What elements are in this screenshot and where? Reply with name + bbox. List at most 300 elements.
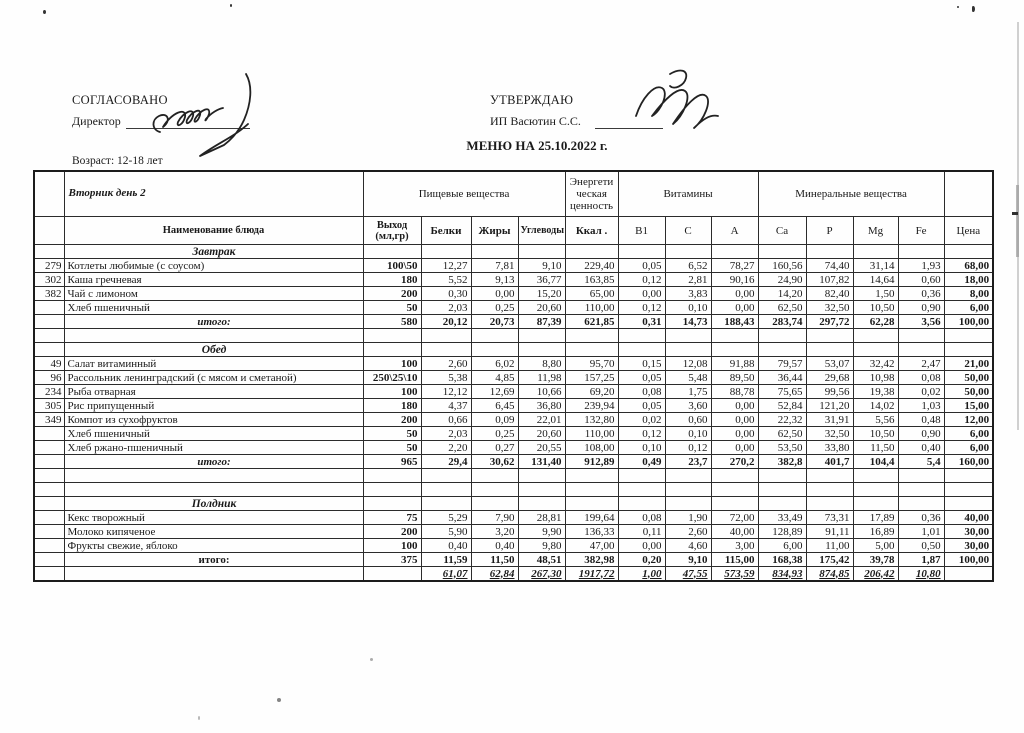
cell: 0,20 bbox=[618, 553, 665, 567]
cell bbox=[565, 497, 618, 511]
cell: 19,38 bbox=[853, 385, 898, 399]
col-ca: Са bbox=[758, 217, 806, 245]
cell: 0,00 bbox=[711, 413, 758, 427]
empty-row bbox=[34, 483, 993, 497]
cell: 0,36 bbox=[898, 287, 944, 301]
cell bbox=[665, 329, 711, 343]
cell: 0,12 bbox=[665, 441, 711, 455]
cell bbox=[711, 245, 758, 259]
cell: 279 bbox=[34, 259, 64, 273]
cell bbox=[34, 427, 64, 441]
cell: 3,60 bbox=[665, 399, 711, 413]
cell: 0,12 bbox=[618, 301, 665, 315]
cell: 1,00 bbox=[618, 567, 665, 582]
cell: 100 bbox=[363, 539, 421, 553]
cell: 87,39 bbox=[518, 315, 565, 329]
cell: 250\25\10 bbox=[363, 371, 421, 385]
cell: 0,40 bbox=[898, 441, 944, 455]
cell: 16,89 bbox=[853, 525, 898, 539]
director-label: Директор bbox=[72, 114, 121, 128]
cell bbox=[363, 245, 421, 259]
cell bbox=[34, 497, 64, 511]
cell bbox=[853, 329, 898, 343]
cell bbox=[711, 469, 758, 483]
cell bbox=[898, 343, 944, 357]
cell bbox=[565, 483, 618, 497]
cell bbox=[758, 497, 806, 511]
cell: 95,70 bbox=[565, 357, 618, 371]
cell: 6,00 bbox=[944, 301, 993, 315]
cell: 52,84 bbox=[758, 399, 806, 413]
cell: 22,32 bbox=[758, 413, 806, 427]
menu-table bbox=[33, 170, 994, 582]
cell: 30,00 bbox=[944, 539, 993, 553]
cell: 75,65 bbox=[758, 385, 806, 399]
cell: Рыба отварная bbox=[64, 385, 363, 399]
group-nutrients: Пищевые вещества bbox=[363, 171, 565, 217]
cell: 382,98 bbox=[565, 553, 618, 567]
cell: 180 bbox=[363, 273, 421, 287]
cell: 50,00 bbox=[944, 385, 993, 399]
cell bbox=[898, 329, 944, 343]
cell: 349 bbox=[34, 413, 64, 427]
cell: Чай с лимоном bbox=[64, 287, 363, 301]
cell bbox=[806, 343, 853, 357]
cell: 0,00 bbox=[711, 301, 758, 315]
cell: 10,50 bbox=[853, 301, 898, 315]
cell: 206,42 bbox=[853, 567, 898, 582]
cell bbox=[518, 469, 565, 483]
cell: 23,7 bbox=[665, 455, 711, 469]
col-c: С bbox=[665, 217, 711, 245]
col-output-label: Выход bbox=[376, 219, 408, 231]
cell: 8,00 bbox=[944, 287, 993, 301]
menu-table-body bbox=[34, 245, 993, 582]
scan-edge-dash bbox=[1012, 212, 1018, 215]
cell bbox=[363, 483, 421, 497]
cell: Хлеб пшеничный bbox=[64, 301, 363, 315]
cell bbox=[421, 343, 471, 357]
cell: 0,25 bbox=[471, 301, 518, 315]
cell bbox=[665, 469, 711, 483]
total-row bbox=[34, 455, 993, 469]
cell bbox=[34, 301, 64, 315]
cell: 24,90 bbox=[758, 273, 806, 287]
cell: Рассольник ленинградский (с мясом и сметаной) bbox=[64, 371, 363, 385]
cell: 9,13 bbox=[471, 273, 518, 287]
table-row bbox=[34, 427, 993, 441]
cell: 180 bbox=[363, 399, 421, 413]
cell bbox=[758, 469, 806, 483]
cell bbox=[64, 567, 363, 582]
cell: 74,40 bbox=[806, 259, 853, 273]
cell: 100 bbox=[363, 385, 421, 399]
cell bbox=[363, 329, 421, 343]
cell: Салат витаминный bbox=[64, 357, 363, 371]
table-row bbox=[34, 301, 993, 315]
cell bbox=[898, 497, 944, 511]
cell: 11,00 bbox=[806, 539, 853, 553]
cell: 32,42 bbox=[853, 357, 898, 371]
cell bbox=[711, 329, 758, 343]
cell: 0,36 bbox=[898, 511, 944, 525]
cell: 5,48 bbox=[665, 371, 711, 385]
cell: 5,38 bbox=[421, 371, 471, 385]
cell: 267,30 bbox=[518, 567, 565, 582]
cell: 6,00 bbox=[944, 441, 993, 455]
cell: 31,14 bbox=[853, 259, 898, 273]
cell: 62,50 bbox=[758, 301, 806, 315]
cell: 157,25 bbox=[565, 371, 618, 385]
cell: 72,00 bbox=[711, 511, 758, 525]
cell bbox=[806, 483, 853, 497]
cell: 6,45 bbox=[471, 399, 518, 413]
scan-speck bbox=[972, 6, 975, 12]
cell bbox=[64, 483, 363, 497]
cell: 33,80 bbox=[806, 441, 853, 455]
approved-title: УТВЕРЖДАЮ bbox=[490, 93, 574, 107]
cell: 1,87 bbox=[898, 553, 944, 567]
col-b1: В1 bbox=[618, 217, 665, 245]
cell bbox=[64, 329, 363, 343]
cell bbox=[944, 469, 993, 483]
cell: 965 bbox=[363, 455, 421, 469]
cell: 0,02 bbox=[898, 385, 944, 399]
cell: 11,50 bbox=[471, 553, 518, 567]
approver-signature bbox=[628, 64, 720, 130]
cell: 4,37 bbox=[421, 399, 471, 413]
cell: 874,85 bbox=[806, 567, 853, 582]
cell: 39,78 bbox=[853, 553, 898, 567]
cell: 375 bbox=[363, 553, 421, 567]
cell bbox=[518, 343, 565, 357]
cell: 200 bbox=[363, 413, 421, 427]
table-row bbox=[34, 525, 993, 539]
cell: 297,72 bbox=[806, 315, 853, 329]
cell: 47,00 bbox=[565, 539, 618, 553]
cell bbox=[618, 469, 665, 483]
cell: 6,00 bbox=[944, 427, 993, 441]
cell: 0,00 bbox=[711, 427, 758, 441]
cell: 0,05 bbox=[618, 399, 665, 413]
cell: 50 bbox=[363, 427, 421, 441]
cell: 99,56 bbox=[806, 385, 853, 399]
cell: 14,20 bbox=[758, 287, 806, 301]
cell: 20,60 bbox=[518, 427, 565, 441]
cell: 0,00 bbox=[471, 287, 518, 301]
cell bbox=[806, 329, 853, 343]
group-energy: Энергетическая ценность bbox=[565, 171, 618, 217]
cell bbox=[944, 497, 993, 511]
cell: 28,81 bbox=[518, 511, 565, 525]
empty-row bbox=[34, 329, 993, 343]
cell: 2,60 bbox=[665, 525, 711, 539]
col-fe: Fe bbox=[898, 217, 944, 245]
col-output bbox=[363, 217, 421, 245]
cell: 8,80 bbox=[518, 357, 565, 371]
cell: 0,50 bbox=[898, 539, 944, 553]
num-header bbox=[34, 217, 64, 245]
cell: 200 bbox=[363, 287, 421, 301]
cell: 14,02 bbox=[853, 399, 898, 413]
cell: 0,31 bbox=[618, 315, 665, 329]
cell: 1,50 bbox=[853, 287, 898, 301]
cell: 36,44 bbox=[758, 371, 806, 385]
cell: 6,52 bbox=[665, 259, 711, 273]
cell bbox=[34, 511, 64, 525]
cell: 9,10 bbox=[665, 553, 711, 567]
cell: 47,55 bbox=[665, 567, 711, 582]
cell bbox=[34, 245, 64, 259]
cell: 15,20 bbox=[518, 287, 565, 301]
cell: 33,49 bbox=[758, 511, 806, 525]
cell: 0,00 bbox=[711, 399, 758, 413]
cell bbox=[421, 483, 471, 497]
cell bbox=[471, 343, 518, 357]
cell: 621,85 bbox=[565, 315, 618, 329]
cell: 91,11 bbox=[806, 525, 853, 539]
col-carbs: Углеводы bbox=[518, 217, 565, 245]
cell: 6,02 bbox=[471, 357, 518, 371]
cell bbox=[898, 483, 944, 497]
cell bbox=[898, 469, 944, 483]
cell bbox=[565, 329, 618, 343]
cell: Хлеб пшеничный bbox=[64, 427, 363, 441]
cell bbox=[471, 329, 518, 343]
cell bbox=[34, 441, 64, 455]
cell: 0,90 bbox=[898, 427, 944, 441]
cell bbox=[944, 567, 993, 582]
cell: 0,27 bbox=[471, 441, 518, 455]
cell: 580 bbox=[363, 315, 421, 329]
cell: 2,81 bbox=[665, 273, 711, 287]
menu-title: МЕНЮ НА 25.10.2022 г. bbox=[466, 138, 608, 153]
cell: Рис припущенный bbox=[64, 399, 363, 413]
col-price: Цена bbox=[944, 217, 993, 245]
table-row bbox=[34, 511, 993, 525]
col-kcal: Ккал . bbox=[565, 217, 618, 245]
cell: 62,28 bbox=[853, 315, 898, 329]
table-row bbox=[34, 357, 993, 371]
cell bbox=[806, 469, 853, 483]
col-name: Наименование блюда bbox=[64, 217, 363, 245]
cell: 18,00 bbox=[944, 273, 993, 287]
cell bbox=[618, 483, 665, 497]
cell: 50 bbox=[363, 301, 421, 315]
cell: 131,40 bbox=[518, 455, 565, 469]
cell: 100 bbox=[363, 357, 421, 371]
cell: 573,59 bbox=[711, 567, 758, 582]
cell: 40,00 bbox=[944, 511, 993, 525]
cell: 382 bbox=[34, 287, 64, 301]
cell: 21,00 bbox=[944, 357, 993, 371]
cell: 3,00 bbox=[711, 539, 758, 553]
cell bbox=[421, 245, 471, 259]
cell: 110,00 bbox=[565, 427, 618, 441]
cell: 834,93 bbox=[758, 567, 806, 582]
col-protein: Белки bbox=[421, 217, 471, 245]
scan-speck bbox=[43, 10, 46, 14]
cell bbox=[806, 245, 853, 259]
cell: 10,80 bbox=[898, 567, 944, 582]
cell: 0,08 bbox=[618, 511, 665, 525]
cell bbox=[471, 245, 518, 259]
cell: 1,75 bbox=[665, 385, 711, 399]
cell bbox=[806, 497, 853, 511]
cell bbox=[34, 483, 64, 497]
cell: 0,02 bbox=[618, 413, 665, 427]
cell: 69,20 bbox=[565, 385, 618, 399]
cell: 6,00 bbox=[758, 539, 806, 553]
cell: 11,59 bbox=[421, 553, 471, 567]
table-row bbox=[34, 539, 993, 553]
cell bbox=[758, 329, 806, 343]
cell bbox=[421, 329, 471, 343]
cell: 4,60 bbox=[665, 539, 711, 553]
cell: Кекс творожный bbox=[64, 511, 363, 525]
cell: Компот из сухофруктов bbox=[64, 413, 363, 427]
cell: 234 bbox=[34, 385, 64, 399]
cell: 12,08 bbox=[665, 357, 711, 371]
cell: 32,50 bbox=[806, 301, 853, 315]
cell: 0,49 bbox=[618, 455, 665, 469]
cell: 36,77 bbox=[518, 273, 565, 287]
cell: 0,11 bbox=[618, 525, 665, 539]
cell: 0,05 bbox=[618, 371, 665, 385]
cell: итого: bbox=[64, 553, 363, 567]
cell bbox=[853, 245, 898, 259]
cell: 10,98 bbox=[853, 371, 898, 385]
cell: 0,09 bbox=[471, 413, 518, 427]
group-minerals: Минеральные вещества bbox=[758, 171, 944, 217]
cell bbox=[618, 245, 665, 259]
cell: 160,00 bbox=[944, 455, 993, 469]
cell: 15,00 bbox=[944, 399, 993, 413]
cell: Молоко кипяченое bbox=[64, 525, 363, 539]
cell: 0,00 bbox=[711, 441, 758, 455]
cell: 128,89 bbox=[758, 525, 806, 539]
cell: 0,12 bbox=[618, 427, 665, 441]
cell: 12,69 bbox=[471, 385, 518, 399]
cell: 382,8 bbox=[758, 455, 806, 469]
cell: 62,50 bbox=[758, 427, 806, 441]
cell: 1,01 bbox=[898, 525, 944, 539]
col-output-unit: (мл,гр) bbox=[375, 230, 409, 242]
cell: 1,03 bbox=[898, 399, 944, 413]
cell bbox=[898, 245, 944, 259]
grand-row bbox=[34, 567, 993, 582]
cell bbox=[34, 343, 64, 357]
cell: 29,4 bbox=[421, 455, 471, 469]
cell: 12,12 bbox=[421, 385, 471, 399]
cell bbox=[471, 483, 518, 497]
cell: 168,38 bbox=[758, 553, 806, 567]
cell: 2,60 bbox=[421, 357, 471, 371]
cell: 0,60 bbox=[665, 413, 711, 427]
cell: 0,00 bbox=[711, 287, 758, 301]
cell: 0,08 bbox=[618, 385, 665, 399]
cell: 0,05 bbox=[618, 259, 665, 273]
cell: 32,50 bbox=[806, 427, 853, 441]
cell: 31,91 bbox=[806, 413, 853, 427]
cell: 2,20 bbox=[421, 441, 471, 455]
cell bbox=[944, 245, 993, 259]
cell: 283,74 bbox=[758, 315, 806, 329]
cell: 302 bbox=[34, 273, 64, 287]
cell bbox=[711, 343, 758, 357]
cell: 12,27 bbox=[421, 259, 471, 273]
table-row bbox=[34, 273, 993, 287]
cell: 305 bbox=[34, 399, 64, 413]
cell: 0,48 bbox=[898, 413, 944, 427]
table-row bbox=[34, 399, 993, 413]
scan-speck bbox=[277, 698, 281, 702]
cell bbox=[944, 329, 993, 343]
cell bbox=[518, 483, 565, 497]
scan-speck bbox=[230, 4, 232, 7]
cell: 163,85 bbox=[565, 273, 618, 287]
cell: 75 bbox=[363, 511, 421, 525]
cell: 0,15 bbox=[618, 357, 665, 371]
cell: 0,30 bbox=[421, 287, 471, 301]
cell: Хлеб ржано-пшеничный bbox=[64, 441, 363, 455]
cell: 9,90 bbox=[518, 525, 565, 539]
cell: 61,07 bbox=[421, 567, 471, 582]
cell: 4,85 bbox=[471, 371, 518, 385]
cell bbox=[711, 483, 758, 497]
table-row bbox=[34, 385, 993, 399]
table-row bbox=[34, 287, 993, 301]
cell: 30,00 bbox=[944, 525, 993, 539]
cell: 188,43 bbox=[711, 315, 758, 329]
cell: Котлеты любимые (с соусом) bbox=[64, 259, 363, 273]
cell: 20,12 bbox=[421, 315, 471, 329]
cell: 199,64 bbox=[565, 511, 618, 525]
cell: 0,40 bbox=[471, 539, 518, 553]
cell: 9,80 bbox=[518, 539, 565, 553]
cell: 90,16 bbox=[711, 273, 758, 287]
cell: 12,00 bbox=[944, 413, 993, 427]
total-row bbox=[34, 553, 993, 567]
cell: 100,00 bbox=[944, 315, 993, 329]
cell: 22,01 bbox=[518, 413, 565, 427]
cell bbox=[565, 343, 618, 357]
cell: 2,03 bbox=[421, 427, 471, 441]
cell bbox=[853, 497, 898, 511]
cell bbox=[34, 525, 64, 539]
cell: итого: bbox=[64, 455, 363, 469]
cell bbox=[518, 329, 565, 343]
cell: 9,10 bbox=[518, 259, 565, 273]
cell: 36,80 bbox=[518, 399, 565, 413]
cell: 40,00 bbox=[711, 525, 758, 539]
cell: 0,10 bbox=[618, 441, 665, 455]
cell: 29,68 bbox=[806, 371, 853, 385]
cell bbox=[618, 343, 665, 357]
cell bbox=[853, 469, 898, 483]
cell: 73,31 bbox=[806, 511, 853, 525]
cell: 136,33 bbox=[565, 525, 618, 539]
total-row bbox=[34, 315, 993, 329]
cell: 30,62 bbox=[471, 455, 518, 469]
col-a: А bbox=[711, 217, 758, 245]
cell: 0,10 bbox=[665, 301, 711, 315]
section-row bbox=[34, 245, 993, 259]
cell bbox=[518, 497, 565, 511]
scan-speck bbox=[957, 6, 959, 8]
cell: 0,66 bbox=[421, 413, 471, 427]
cell: 0,08 bbox=[898, 371, 944, 385]
